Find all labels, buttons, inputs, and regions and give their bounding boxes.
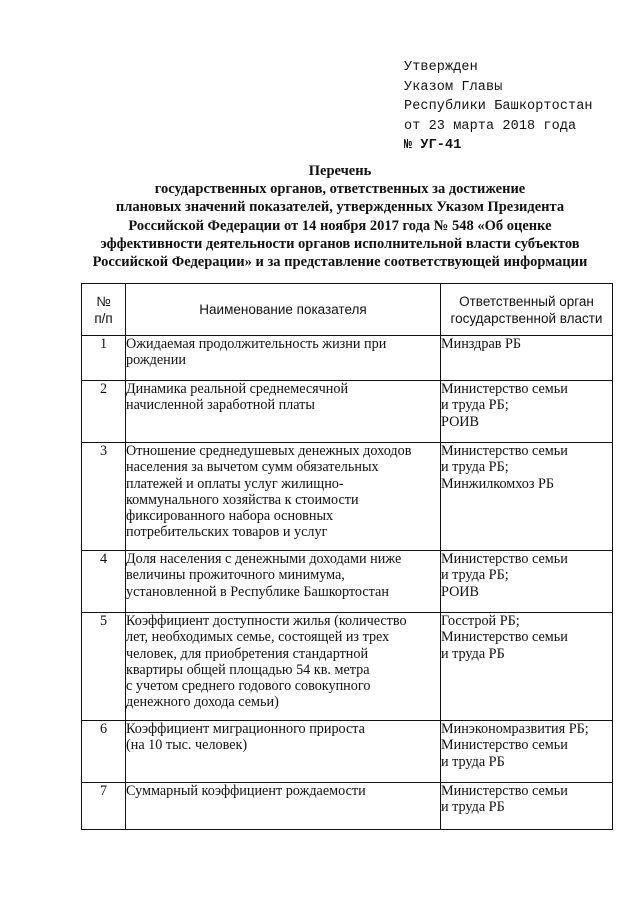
row-responsible-text: Министерство семьи и труда РБ; РОИВ [441, 551, 568, 600]
row-number: 5 [82, 613, 126, 721]
row-indicator-text: Суммарный коэффициент рождаемости [126, 783, 366, 799]
row-indicator-text: Отношение среднедушевых денежных доходов населения за вычетом сумм обязательных платежей и оплаты услуг жилищно- коммунального хозяйства к стоимости фиксированного набора основных потребительских товаров и услуг [126, 443, 412, 541]
row-indicator-text: Динамика реальной среднемесячной начисленной заработной платы [126, 381, 349, 414]
row-number: 4 [82, 551, 126, 613]
row-number: 1 [82, 336, 126, 381]
row-responsible [441, 443, 613, 551]
table-row [82, 443, 613, 551]
row-responsible [441, 783, 613, 830]
row-indicator-text: Коэффициент доступности жилья (количество лет, необходимых семье, состоящей из трех человек, для приобретения стандартной квартиры общей площадью 54 кв. метра с учетом среднего годового совокупного денежного дохода семьи) [126, 613, 407, 711]
row-indicator [126, 336, 441, 381]
row-responsible [441, 381, 613, 443]
row-responsible [441, 336, 613, 381]
header-number [82, 284, 126, 336]
header-indicator-name [126, 284, 441, 336]
row-number: 7 [82, 783, 126, 830]
row-indicator [126, 783, 441, 830]
row-responsible-text: Министерство семьи и труда РБ; РОИВ [441, 381, 568, 430]
table-row [82, 381, 613, 443]
row-responsible-text: Министерство семьи и труда РБ [441, 783, 568, 816]
approval-line-decree: Указом Главы [404, 79, 503, 95]
table-row [82, 613, 613, 721]
title-line: плановых значений показателей, утвержденных Указом Президента [115, 199, 565, 216]
row-responsible-text: Минздрав РБ [441, 336, 522, 352]
table-row [82, 551, 613, 613]
row-number: 6 [82, 721, 126, 783]
header-responsible-body [441, 284, 613, 336]
document-title [60, 162, 620, 271]
indicators-table [81, 283, 613, 830]
row-responsible [441, 613, 613, 721]
approval-block [404, 58, 593, 156]
approval-line-date: от 23 марта 2018 года [404, 118, 577, 134]
row-responsible-text: Министерство семьи и труда РБ; Минжилкомхоз РБ [441, 443, 568, 492]
header-number-label: № п/п [94, 293, 113, 326]
approval-line-number: № УГ-41 [404, 138, 462, 153]
title-line: Российской Федерации» и за представление соответствующей информации [92, 254, 588, 271]
row-indicator [126, 381, 441, 443]
row-indicator [126, 721, 441, 783]
row-indicator-text: Коэффициент миграционного прироста (на 10 тыс. человек) [126, 721, 365, 754]
row-indicator-text: Ожидаемая продолжительность жизни при рождении [126, 336, 387, 369]
title-line: государственных органов, ответственных за достижение [154, 181, 526, 198]
title-line: эффективности деятельности органов исполнительной власти субъектов [100, 235, 580, 252]
row-number: 2 [82, 381, 126, 443]
header-indicator-label: Наименование показателя [199, 302, 367, 317]
row-responsible [441, 551, 613, 613]
row-indicator [126, 613, 441, 721]
table-row [82, 336, 613, 381]
approval-line-republic: Республики Башкортостан [404, 99, 593, 114]
row-responsible [441, 721, 613, 783]
table-header-row [82, 284, 613, 336]
table-row [82, 783, 613, 830]
approval-line-approved: Утвержден [404, 60, 478, 75]
title-line: Российской Федерации от 14 ноября 2017 года № 548 «Об оценке [128, 217, 552, 234]
row-responsible-text: Минэкономразвития РБ; Министерство семьи и труда РБ [441, 721, 589, 770]
table-row [82, 721, 613, 783]
row-indicator [126, 551, 441, 613]
row-indicator [126, 443, 441, 551]
row-responsible-text: Госстрой РБ; Министерство семьи и труда РБ [441, 613, 568, 662]
title-line: Перечень [308, 163, 372, 179]
header-responsible-label: Ответственный орган государственной власти [450, 293, 603, 326]
row-number: 3 [82, 443, 126, 551]
row-indicator-text: Доля населения с денежными доходами ниже величины прожиточного минимума, установленной в Республике Башкортостан [126, 551, 402, 600]
